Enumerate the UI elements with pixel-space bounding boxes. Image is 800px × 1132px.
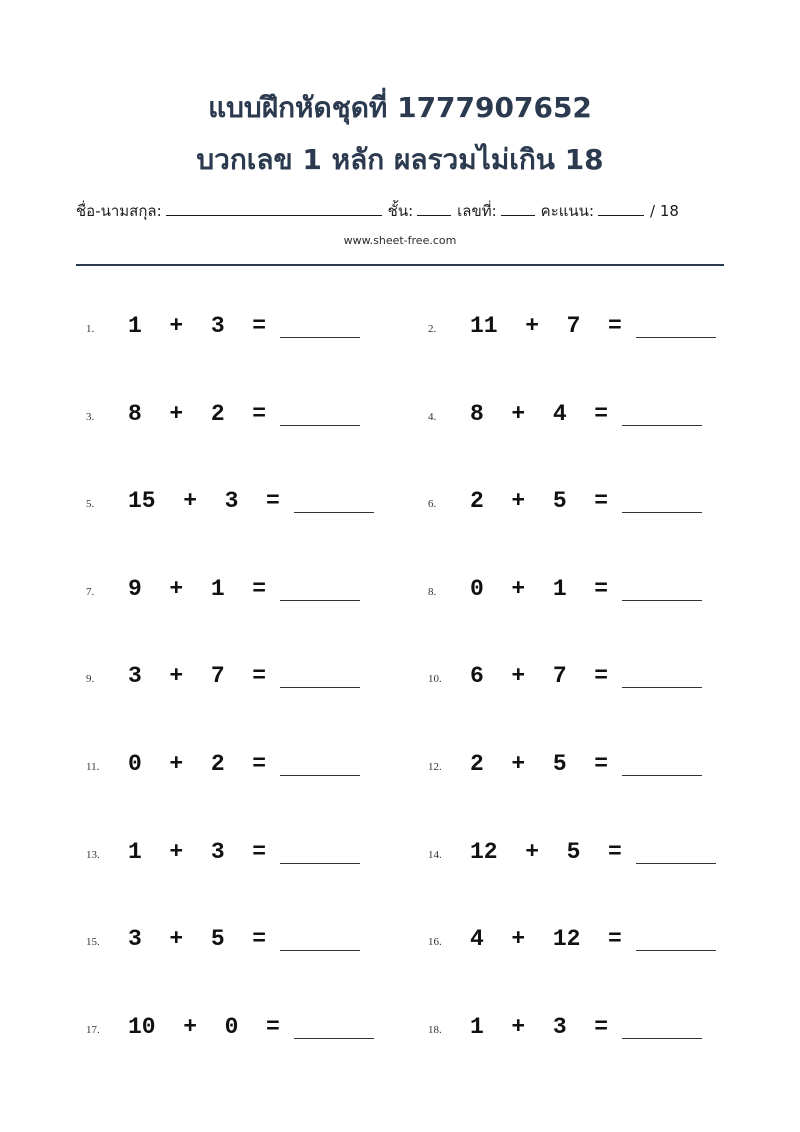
problem-item <box>86 661 360 701</box>
answer-blank[interactable] <box>636 317 716 338</box>
answer-blank[interactable] <box>294 1018 374 1039</box>
score-blank[interactable] <box>598 201 644 216</box>
problem-number: 12. <box>428 761 442 773</box>
problem-item <box>86 837 360 877</box>
number-blank[interactable] <box>501 201 535 216</box>
problem-number: 7. <box>86 585 95 598</box>
class-label: ชั้น: <box>387 202 414 220</box>
answer-blank[interactable] <box>280 580 360 601</box>
problem-item <box>428 486 702 526</box>
name-label: ชื่อ-นามสกุล: <box>76 202 162 220</box>
problem-item <box>428 924 716 964</box>
problem-number: 11. <box>86 761 100 773</box>
problem-number: 13. <box>86 848 100 861</box>
problem-item <box>86 574 360 614</box>
answer-blank[interactable] <box>622 580 702 601</box>
problem-expression: 2 + 5 = <box>470 751 609 777</box>
problem-number: 6. <box>428 498 437 511</box>
problem-expression: 0 + 2 = <box>128 751 267 777</box>
problem-number: 4. <box>428 410 437 423</box>
problem-number: 3. <box>86 410 95 423</box>
problem-expression: 8 + 2 = <box>128 400 267 427</box>
answer-blank[interactable] <box>294 492 374 513</box>
website-url: www.sheet-free.com <box>343 234 457 247</box>
name-blank[interactable] <box>166 201 382 216</box>
problem-expression: 12 + 5 = <box>470 838 622 865</box>
problem-number: 1. <box>86 323 95 335</box>
problem-item <box>428 574 702 614</box>
problem-expression: 2 + 5 = <box>470 488 609 515</box>
problem-expression: 3 + 5 = <box>128 926 267 953</box>
problem-item <box>86 399 360 439</box>
problem-expression: 0 + 1 = <box>470 575 609 602</box>
student-info-row <box>76 199 724 223</box>
problem-expression: 11 + 7 = <box>470 313 622 339</box>
problem-item <box>86 1012 374 1052</box>
problem-expression: 1 + 3 = <box>128 313 267 339</box>
problem-number: 10. <box>428 673 442 686</box>
class-blank[interactable] <box>417 201 451 216</box>
problem-number: 16. <box>428 936 442 949</box>
answer-blank[interactable] <box>280 843 360 864</box>
problem-expression: 6 + 7 = <box>470 663 609 690</box>
problem-number: 17. <box>86 1023 100 1036</box>
problem-item <box>86 486 374 526</box>
problem-expression: 15 + 3 = <box>128 488 280 515</box>
problem-number: 15. <box>86 936 100 949</box>
answer-blank[interactable] <box>622 755 702 776</box>
worksheet-subtitle: บวกเลข 1 หลัก ผลรวมไม่เกิน 18 <box>196 143 604 176</box>
answer-blank[interactable] <box>622 405 702 426</box>
problem-item <box>86 924 360 964</box>
problem-expression: 8 + 4 = <box>470 400 609 427</box>
problem-number: 14. <box>428 848 442 861</box>
answer-blank[interactable] <box>636 843 716 864</box>
worksheet-title: แบบฝึกหัดชุดที่ 1777907652 <box>208 91 592 124</box>
problem-item <box>428 661 702 701</box>
answer-blank[interactable] <box>622 667 702 688</box>
problem-number: 5. <box>86 498 95 511</box>
problem-number: 18. <box>428 1023 442 1036</box>
problem-item <box>86 749 360 789</box>
problem-item <box>428 399 702 439</box>
problem-expression: 1 + 3 = <box>470 1013 609 1040</box>
answer-blank[interactable] <box>622 1018 702 1039</box>
header-divider <box>76 264 724 266</box>
problem-item <box>86 311 360 351</box>
problem-item <box>428 1012 702 1052</box>
number-label: เลขที่: <box>457 202 497 220</box>
answer-blank[interactable] <box>622 492 702 513</box>
answer-blank[interactable] <box>280 667 360 688</box>
problem-item <box>428 837 716 877</box>
score-total: / 18 <box>650 202 679 220</box>
problem-number: 2. <box>428 323 437 335</box>
problem-item <box>428 749 702 789</box>
problem-expression: 9 + 1 = <box>128 575 267 602</box>
answer-blank[interactable] <box>636 930 716 951</box>
problem-expression: 10 + 0 = <box>128 1013 280 1040</box>
answer-blank[interactable] <box>280 930 360 951</box>
problem-item <box>428 311 716 351</box>
problem-expression: 4 + 12 = <box>470 926 622 953</box>
problem-expression: 1 + 3 = <box>128 838 267 865</box>
score-label: คะแนน: <box>540 202 594 220</box>
answer-blank[interactable] <box>280 405 360 426</box>
answer-blank[interactable] <box>280 755 360 776</box>
problem-number: 8. <box>428 585 437 598</box>
problem-number: 9. <box>86 673 95 686</box>
problem-expression: 3 + 7 = <box>128 663 267 690</box>
answer-blank[interactable] <box>280 317 360 338</box>
